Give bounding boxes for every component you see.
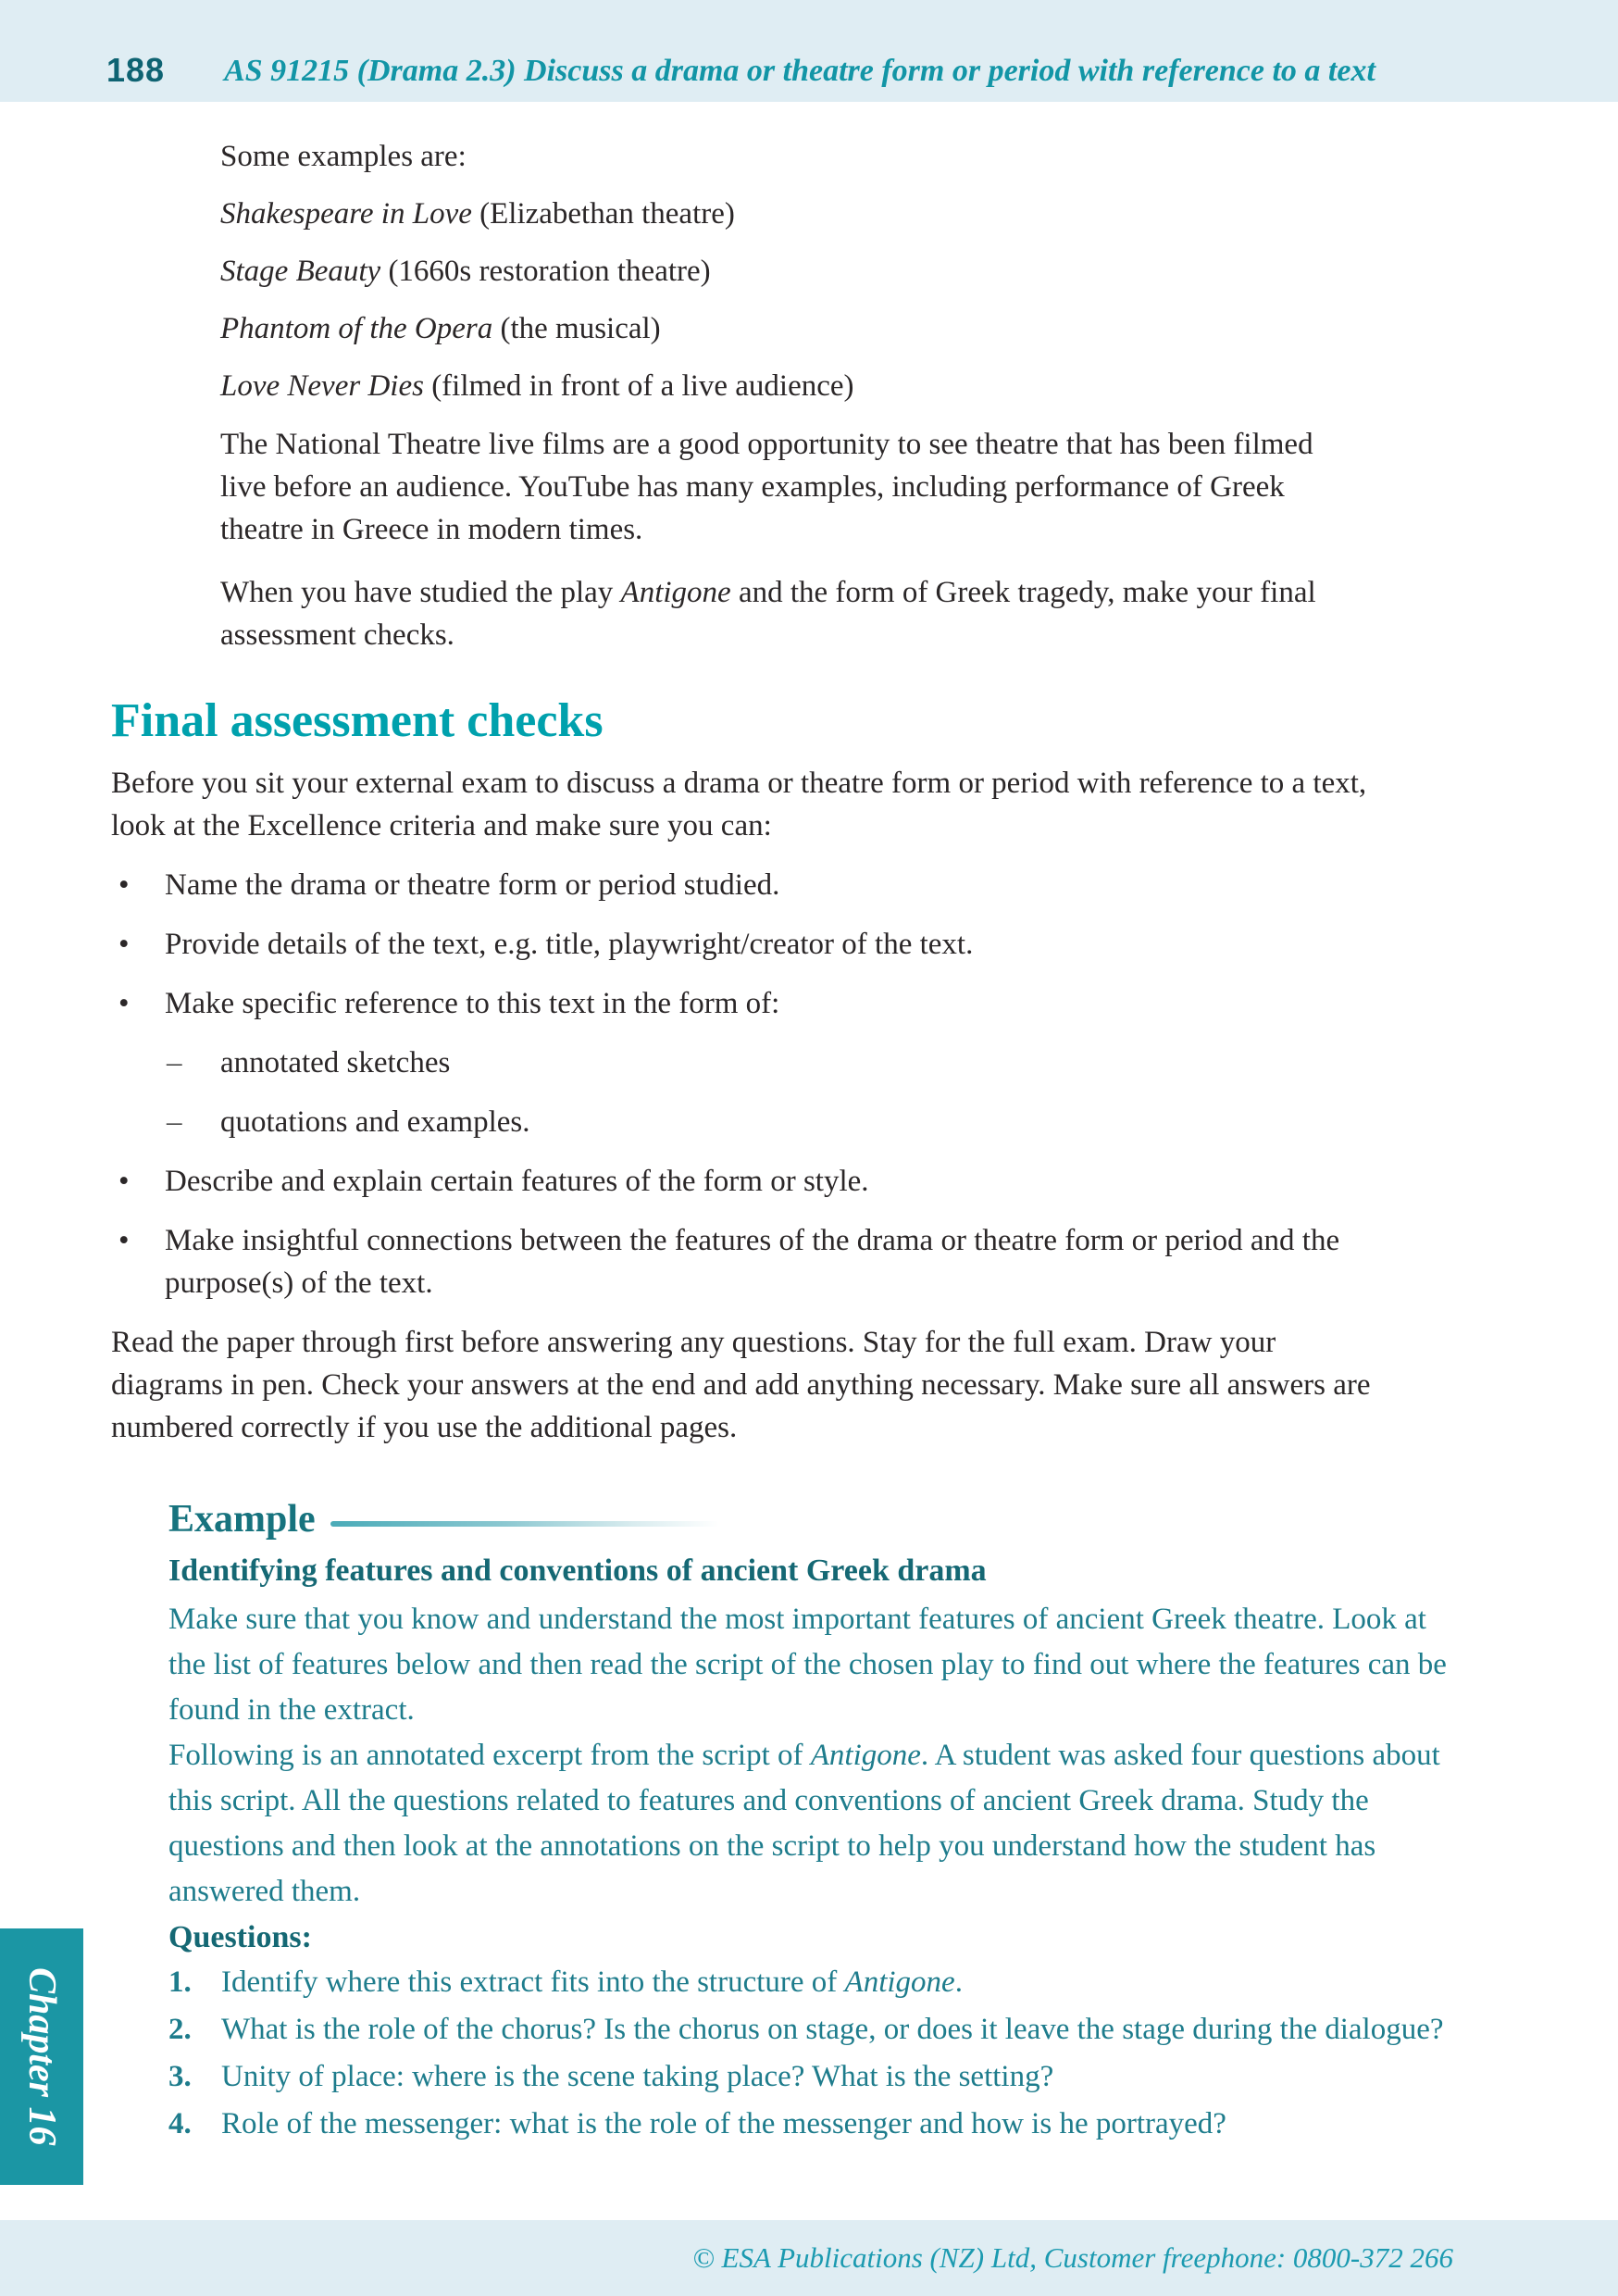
film-note: (the musical) [492,312,661,345]
example-section [168,1495,1464,2147]
page-header [0,0,1618,102]
question-text: Unity of place: where is the scene taking place? What is the setting? [221,2060,1054,2093]
paragraph-text: . A student was asked four questions about this script. All the questions related to features and conventions of ancient Greek drama. Study the questions and then look at the annotations on the script to help you understand how the student has answered them. [168,1739,1440,1908]
question-item [168,1960,1464,2005]
film-title: Phantom of the Opera [220,312,493,345]
main-content [111,102,1447,2149]
film-example-line [220,193,1331,235]
question-number: 3. [168,2060,192,2093]
question-text: Role of the messenger: what is the role of the messenger and how is he portrayed? [221,2107,1226,2140]
bullet-item [111,982,1379,1143]
chapter-tab [0,1928,83,2185]
final-checks-intro: Before you sit your external exam to discuss a drama or theatre form or period with reference to a text, look at the Excellence criteria and make sure you can: [111,767,1367,842]
film-note: (Elizabethan theatre) [471,197,735,231]
sub-checklist [165,1042,1379,1143]
question-item [168,2007,1464,2053]
play-title: Antigone [620,576,731,609]
checklist [111,864,1379,1304]
bullet-item: • Name the drama or theatre form or period studied. [111,864,1379,906]
header-title: AS 91215 (Drama 2.3) Discuss a drama or theatre form or period with reference to a text [224,54,1375,88]
paragraph-text: Following is an annotated excerpt from the script of [168,1739,811,1772]
chapter-tab-label: Chapter 16 [20,1967,63,2146]
intro-section [220,135,1331,656]
page-footer [0,2220,1618,2296]
film-example-line [220,365,1331,407]
question-item [168,2102,1464,2147]
sub-bullet-item: – annotated sketches [165,1042,1379,1084]
question-item [168,2054,1464,2100]
bullet-item: • Provide details of the text, e.g. title, playwright/creator of the text. [111,923,1379,966]
question-number: 2. [168,2013,192,2046]
film-example-line [220,307,1331,350]
film-title: Stage Beauty [220,255,381,288]
paragraph-when-studied [220,571,1331,656]
example-header-row [168,1495,1464,1543]
question-text: What is the role of the chorus? Is the chorus on stage, or does it leave the stage during the dialogue? [221,2013,1444,2046]
question-text: Identify where this extract fits into the structure of Antigone. [221,1965,963,1999]
film-note: (1660s restoration theatre) [380,255,711,288]
film-title: Love Never Dies [220,369,424,403]
film-title: Shakespeare in Love [220,197,472,231]
play-title: Antigone [844,1965,955,1999]
film-example-line [220,250,1331,293]
exam-advice-paragraph: Read the paper through first before answering any questions. Stay for the full exam. Draw your diagrams in pen. Check your answers at the end and add anything necessary. Make sure all answers are numbered correctly if you use the additional pages. [111,1326,1371,1444]
bullet-item: • Describe and explain certain features of the form or style. [111,1160,1379,1203]
film-note: (filmed in front of a live audience) [423,369,854,403]
question-number: 1. [168,1965,192,1999]
sub-bullet-item: – quotations and examples. [165,1101,1379,1143]
questions-label: Questions: [168,1920,312,1954]
paragraph-text: When you have studied the play [220,576,621,609]
example-paragraph: Make sure that you know and understand the most important features of ancient Greek theatre. Look at the list of features below and then read the script of the chosen play to find out where the features can be found in the extract. [168,1603,1447,1727]
page-number: 188 [106,51,166,89]
questions-list [168,1960,1464,2147]
bullet-text: Make specific reference to this text in the form of: [165,987,780,1020]
question-number: 4. [168,2107,192,2140]
example-subheading: Identifying features and conventions of ancient Greek drama [168,1554,987,1588]
bullet-item: • Make insightful connections between the features of the drama or theatre form or period and the purpose(s) of the text. [111,1219,1379,1304]
example-heading: Example [168,1498,316,1541]
footer-text: © ESA Publications (NZ) Ltd, Customer freephone: 0800-372 266 [692,2241,1453,2274]
example-paragraph [168,1733,1464,1915]
play-title: Antigone [810,1739,921,1772]
example-rule [330,1521,719,1527]
paragraph-national-theatre: The National Theatre live films are a good opportunity to see theatre that has been filmed live before an audience. YouTube has many examples, including performance of Greek theatre in Greece in modern times. [220,428,1313,546]
final-checks-heading: Final assessment checks [111,694,604,747]
intro-lead: Some examples are: [220,140,467,173]
paragraph-text: and the form of Greek tragedy, make your final assessment checks. [220,576,1316,652]
